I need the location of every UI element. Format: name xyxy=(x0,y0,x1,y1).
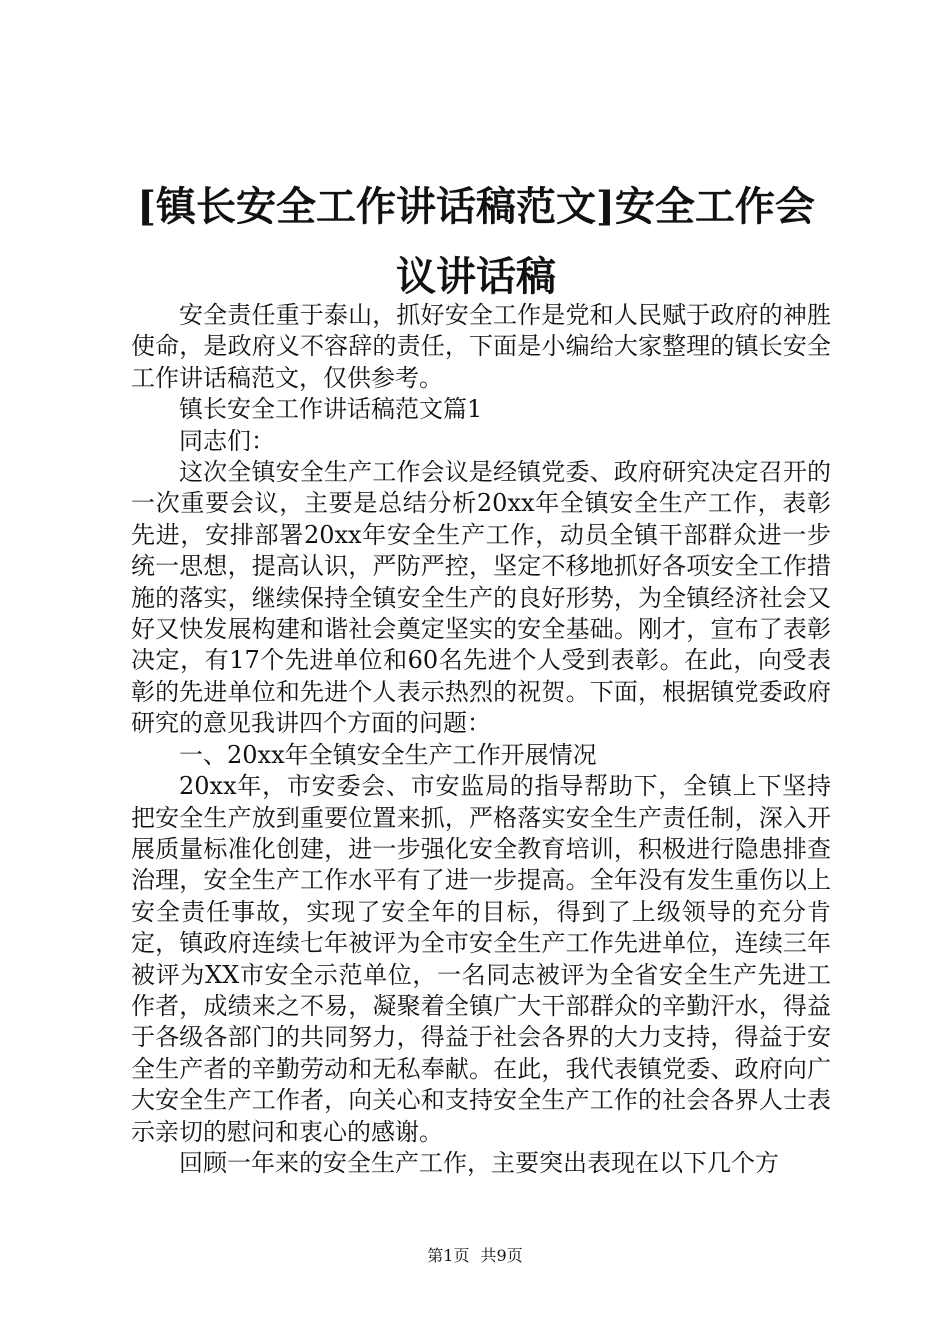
document-body xyxy=(131,300,831,1179)
section-heading: 镇长安全工作讲话稿范文篇1 xyxy=(179,395,483,424)
intro-paragraph: 安全责任重于泰山，抓好安全工作是党和人民赋于政府的神胜使命，是政府义不容辞的责任，下面是小编给大家整理的镇长安全工作讲话稿范文，仅供参考。 xyxy=(131,301,831,392)
page-footer xyxy=(0,1245,950,1267)
page-number: 第1页 xyxy=(427,1246,470,1265)
body-paragraph: 这次全镇安全生产工作会议是经镇党委、政府研究决定召开的一次重要会议，主要是总结分析20xx年全镇安全生产工作，表彰先进，安排部署20xx年安全生产工作，动员全镇干部群众进一步统一思想，提高认识，严防严控，坚定不移地抓好各项安全工作措施的落实，继续保持全镇安全生产的良好形势，为全镇经济社会又好又快发展构建和谐社会奠定坚实的安全基础。刚才，宣布了表彰决定，有17个先进单位和60名先进个人受到表彰。在此，向受表彰的先进单位和先进个人表示热烈的祝贺。下面，根据镇党委政府研究的意见我讲四个方面的问题： xyxy=(131,458,831,738)
body-paragraph: 20xx年，市安委会、市安监局的指导帮助下，全镇上下坚持把安全生产放到重要位置来抓，严格落实安全生产责任制，深入开展质量标准化创建，进一步强化安全教育培训，积极进行隐患排查治理，安全生产工作水平有了进一步提高。全年没有发生重伤以上安全责任事故，实现了安全年的目标，得到了上级领导的充分肯定，镇政府连续七年被评为全市安全生产工作先进单位，连续三年被评为XX市安全示范单位，一名同志被评为全省安全生产先进工作者，成绩来之不易，凝聚着全镇广大干部群众的辛勤汗水，得益于各级各部门的共同努力，得益于社会各界的大力支持，得益于安全生产者的辛勤劳动和无私奉献。在此，我代表镇党委、政府向广大安全生产工作者，向关心和支持安全生产工作的社会各界人士表示亲切的慰问和衷心的感谢。 xyxy=(131,772,831,1146)
body-paragraph: 回顾一年来的安全生产工作，主要突出表现在以下几个方 xyxy=(179,1148,779,1177)
salutation: 同志们： xyxy=(179,426,275,455)
page-total: 共9页 xyxy=(480,1246,523,1265)
document-title: [镇长安全工作讲话稿范文]安全工作会议讲话稿 xyxy=(137,183,815,300)
subsection-heading: 一、20xx年全镇安全生产工作开展情况 xyxy=(179,740,597,769)
